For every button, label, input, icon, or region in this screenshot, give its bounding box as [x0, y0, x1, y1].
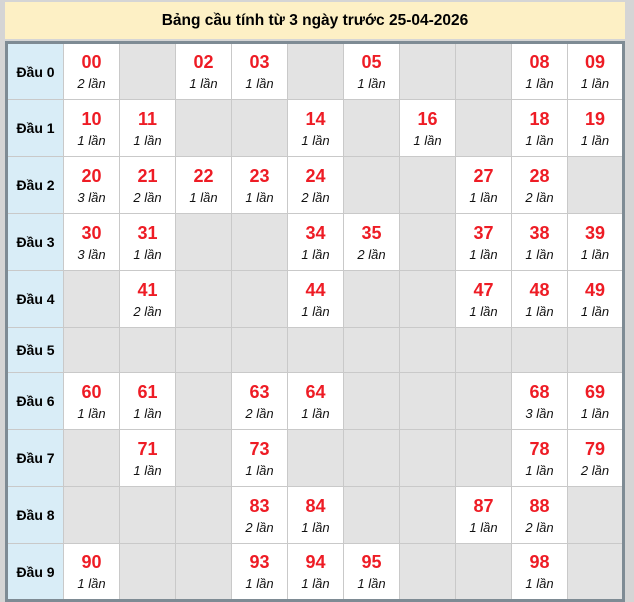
number-cell: [232, 43, 288, 100]
cell-number: 08: [529, 52, 550, 72]
cell-count: 1 lần: [133, 132, 162, 148]
cell-number: 10: [81, 108, 102, 129]
cell-count: 1 lần: [301, 303, 330, 319]
cell-count: 2 lần: [357, 246, 386, 262]
number-cell: [64, 544, 120, 601]
empty-cell: [344, 100, 400, 157]
number-cell: [568, 43, 624, 100]
empty-cell: [64, 487, 120, 544]
empty-cell: [400, 430, 456, 487]
empty-cell: [344, 430, 400, 487]
row-label: Đầu 9: [7, 544, 64, 601]
number-cell: [512, 214, 568, 271]
number-cell: [288, 373, 344, 430]
number-cell: [120, 271, 176, 328]
table-row: [7, 43, 624, 100]
number-cell: [232, 430, 288, 487]
number-cell: [64, 100, 120, 157]
cell-count: 1 lần: [301, 405, 330, 421]
table-row: [7, 328, 624, 373]
cell-number: 27: [473, 165, 494, 186]
cell-number: 02: [193, 52, 214, 72]
empty-cell: [400, 373, 456, 430]
empty-cell: [232, 100, 288, 157]
number-cell: [568, 430, 624, 487]
number-cell: [176, 43, 232, 100]
empty-cell: [456, 100, 512, 157]
number-cell: [232, 373, 288, 430]
cell-number: 23: [249, 165, 270, 186]
cell-number: 20: [81, 165, 102, 186]
cell-number: 14: [305, 108, 326, 129]
cell-count: 1 lần: [525, 76, 554, 91]
cell-count: 1 lần: [133, 462, 162, 478]
cell-number: 61: [137, 381, 158, 402]
cell-number: 90: [81, 552, 102, 572]
cell-count: 2 lần: [580, 462, 610, 478]
empty-cell: [344, 328, 400, 373]
cell-number: 83: [249, 495, 270, 516]
row-label: Đầu 5: [7, 328, 64, 373]
empty-cell: [400, 487, 456, 544]
cell-count: 1 lần: [525, 303, 554, 319]
empty-cell: [512, 328, 568, 373]
empty-cell: [232, 214, 288, 271]
cell-number: 41: [137, 279, 158, 300]
table-title: Bảng cầu tính từ 3 ngày trước 25-04-2026: [5, 2, 625, 39]
cell-number: 16: [417, 108, 438, 129]
table-row: [7, 430, 624, 487]
cell-number: 64: [305, 381, 326, 402]
number-cell: [512, 271, 568, 328]
empty-cell: [400, 157, 456, 214]
cell-number: 38: [529, 222, 550, 243]
cell-count: 1 lần: [301, 576, 330, 591]
cell-count: 1 lần: [525, 246, 554, 262]
cell-count: 2 lần: [77, 76, 106, 91]
empty-cell: [176, 328, 232, 373]
row-label: Đầu 7: [7, 430, 64, 487]
number-cell: [232, 157, 288, 214]
cell-number: 19: [584, 108, 606, 129]
table-row: [7, 214, 624, 271]
number-cell: [568, 100, 624, 157]
empty-cell: [456, 544, 512, 601]
number-cell: [512, 487, 568, 544]
number-cell: [64, 373, 120, 430]
empty-cell: [568, 544, 624, 601]
number-cell: [512, 157, 568, 214]
number-cell: [512, 544, 568, 601]
empty-cell: [288, 328, 344, 373]
empty-cell: [456, 373, 512, 430]
cell-count: 2 lần: [245, 405, 274, 421]
cell-number: 73: [249, 438, 270, 459]
cell-count: 1 lần: [469, 519, 498, 535]
empty-cell: [176, 373, 232, 430]
empty-cell: [400, 43, 456, 100]
cell-count: 1 lần: [301, 132, 330, 148]
empty-cell: [232, 328, 288, 373]
table-row: [7, 157, 624, 214]
cell-number: 18: [529, 108, 550, 129]
number-cell: [344, 544, 400, 601]
table-body: [7, 43, 624, 601]
number-cell: [232, 487, 288, 544]
cell-count: 1 lần: [245, 189, 274, 205]
empty-cell: [344, 271, 400, 328]
number-cell: [400, 100, 456, 157]
cell-count: 1 lần: [580, 76, 610, 91]
cell-count: 2 lần: [301, 189, 330, 205]
number-cell: [288, 100, 344, 157]
cell-number: 21: [137, 165, 158, 186]
cell-number: 98: [529, 552, 550, 572]
cell-count: 1 lần: [580, 405, 610, 421]
cell-number: 35: [361, 222, 382, 243]
cell-number: 78: [529, 438, 550, 459]
cell-count: 1 lần: [77, 132, 106, 148]
row-label: Đầu 8: [7, 487, 64, 544]
number-cell: [288, 157, 344, 214]
cell-count: 3 lần: [525, 405, 554, 421]
empty-cell: [176, 487, 232, 544]
cell-count: 1 lần: [469, 189, 498, 205]
cell-count: 1 lần: [413, 132, 442, 148]
cell-count: 2 lần: [133, 189, 162, 205]
number-cell: [176, 157, 232, 214]
cell-number: 84: [305, 495, 326, 516]
cell-number: 71: [137, 438, 158, 459]
number-cell: [568, 373, 624, 430]
cell-count: 2 lần: [245, 519, 274, 535]
cell-number: 94: [305, 552, 326, 572]
number-cell: [512, 373, 568, 430]
number-cell: [120, 373, 176, 430]
cell-count: 1 lần: [189, 189, 218, 205]
table-row: [7, 100, 624, 157]
number-cell: [456, 214, 512, 271]
cell-number: 37: [473, 222, 494, 243]
number-cell: [232, 544, 288, 601]
cell-count: 1 lần: [77, 405, 106, 421]
cell-count: 1 lần: [189, 76, 218, 91]
number-cell: [64, 214, 120, 271]
cell-number: 88: [529, 495, 550, 516]
cell-number: 63: [249, 381, 270, 402]
cell-count: 3 lần: [77, 189, 106, 205]
cell-number: 22: [193, 165, 214, 186]
empty-cell: [120, 328, 176, 373]
cell-number: 69: [584, 381, 606, 402]
page: [5, 2, 625, 602]
cell-count: 1 lần: [245, 76, 274, 91]
empty-cell: [176, 430, 232, 487]
row-label: Đầu 4: [7, 271, 64, 328]
cell-number: 30: [81, 222, 102, 243]
cell-number: 34: [305, 222, 326, 243]
number-cell: [120, 214, 176, 271]
number-cell: [512, 100, 568, 157]
cell-count: 1 lần: [301, 246, 330, 262]
cell-number: 00: [81, 52, 102, 72]
cell-count: 1 lần: [245, 576, 274, 591]
empty-cell: [288, 43, 344, 100]
cell-count: 2 lần: [525, 189, 554, 205]
number-cell: [456, 271, 512, 328]
number-cell: [344, 43, 400, 100]
empty-cell: [64, 271, 120, 328]
cell-number: 87: [473, 495, 494, 516]
table-row: [7, 544, 624, 601]
cell-count: 1 lần: [580, 246, 610, 262]
cell-number: 79: [584, 438, 606, 459]
number-cell: [64, 43, 120, 100]
table-row: [7, 373, 624, 430]
empty-cell: [400, 328, 456, 373]
cell-number: 49: [584, 279, 606, 300]
cell-count: 1 lần: [301, 519, 330, 535]
cell-number: 68: [529, 381, 550, 402]
cell-count: 1 lần: [580, 303, 610, 319]
cell-count: 1 lần: [469, 303, 498, 319]
cell-number: 60: [81, 381, 102, 402]
number-cell: [288, 544, 344, 601]
cell-number: 24: [305, 165, 326, 186]
empty-cell: [176, 214, 232, 271]
empty-cell: [120, 487, 176, 544]
number-cell: [456, 487, 512, 544]
number-cell: [64, 157, 120, 214]
row-label: Đầu 0: [7, 43, 64, 100]
cell-count: 1 lần: [525, 132, 554, 148]
row-label: Đầu 2: [7, 157, 64, 214]
cell-count: 1 lần: [133, 246, 162, 262]
empty-cell: [568, 487, 624, 544]
row-label: Đầu 3: [7, 214, 64, 271]
empty-cell: [64, 328, 120, 373]
number-cell: [120, 100, 176, 157]
cell-count: 2 lần: [133, 303, 162, 319]
number-cell: [120, 157, 176, 214]
number-cell: [288, 214, 344, 271]
empty-cell: [120, 43, 176, 100]
cell-number: 09: [584, 52, 606, 72]
empty-cell: [400, 544, 456, 601]
empty-cell: [176, 100, 232, 157]
cell-number: 11: [137, 108, 158, 129]
cell-number: 28: [529, 165, 550, 186]
number-cell: [288, 487, 344, 544]
empty-cell: [344, 487, 400, 544]
cell-number: 03: [249, 52, 270, 72]
number-cell: [512, 43, 568, 100]
cell-count: 1 lần: [357, 76, 386, 91]
number-cell: [512, 430, 568, 487]
cell-count: 1 lần: [133, 405, 162, 421]
cau-table: [5, 41, 625, 602]
number-cell: [288, 271, 344, 328]
empty-cell: [344, 157, 400, 214]
cell-number: 47: [473, 279, 494, 300]
cell-number: 48: [529, 279, 550, 300]
number-cell: [344, 214, 400, 271]
number-cell: [456, 157, 512, 214]
cell-count: 2 lần: [525, 519, 554, 535]
empty-cell: [64, 430, 120, 487]
cell-count: 1 lần: [525, 462, 554, 478]
cell-count: 1 lần: [525, 576, 554, 591]
cell-count: 1 lần: [580, 132, 610, 148]
table-row: [7, 271, 624, 328]
empty-cell: [176, 271, 232, 328]
cell-count: 1 lần: [245, 462, 274, 478]
cell-count: 1 lần: [357, 576, 386, 591]
empty-cell: [568, 157, 624, 214]
empty-cell: [568, 328, 624, 373]
row-label: Đầu 1: [7, 100, 64, 157]
empty-cell: [344, 373, 400, 430]
cell-number: 05: [361, 52, 382, 72]
number-cell: [120, 430, 176, 487]
table-row: [7, 487, 624, 544]
cell-number: 44: [305, 279, 326, 300]
number-cell: [568, 271, 624, 328]
empty-cell: [456, 430, 512, 487]
empty-cell: [120, 544, 176, 601]
empty-cell: [176, 544, 232, 601]
empty-cell: [456, 328, 512, 373]
number-cell: [568, 214, 624, 271]
cell-number: 93: [249, 552, 270, 572]
empty-cell: [400, 214, 456, 271]
cell-number: 31: [137, 222, 158, 243]
empty-cell: [288, 430, 344, 487]
cell-count: 1 lần: [77, 576, 106, 591]
cell-count: 1 lần: [469, 246, 498, 262]
cell-count: 3 lần: [77, 246, 106, 262]
cell-number: 39: [584, 222, 606, 243]
empty-cell: [232, 271, 288, 328]
row-label: Đầu 6: [7, 373, 64, 430]
empty-cell: [400, 271, 456, 328]
empty-cell: [456, 43, 512, 100]
cell-number: 95: [361, 552, 382, 572]
